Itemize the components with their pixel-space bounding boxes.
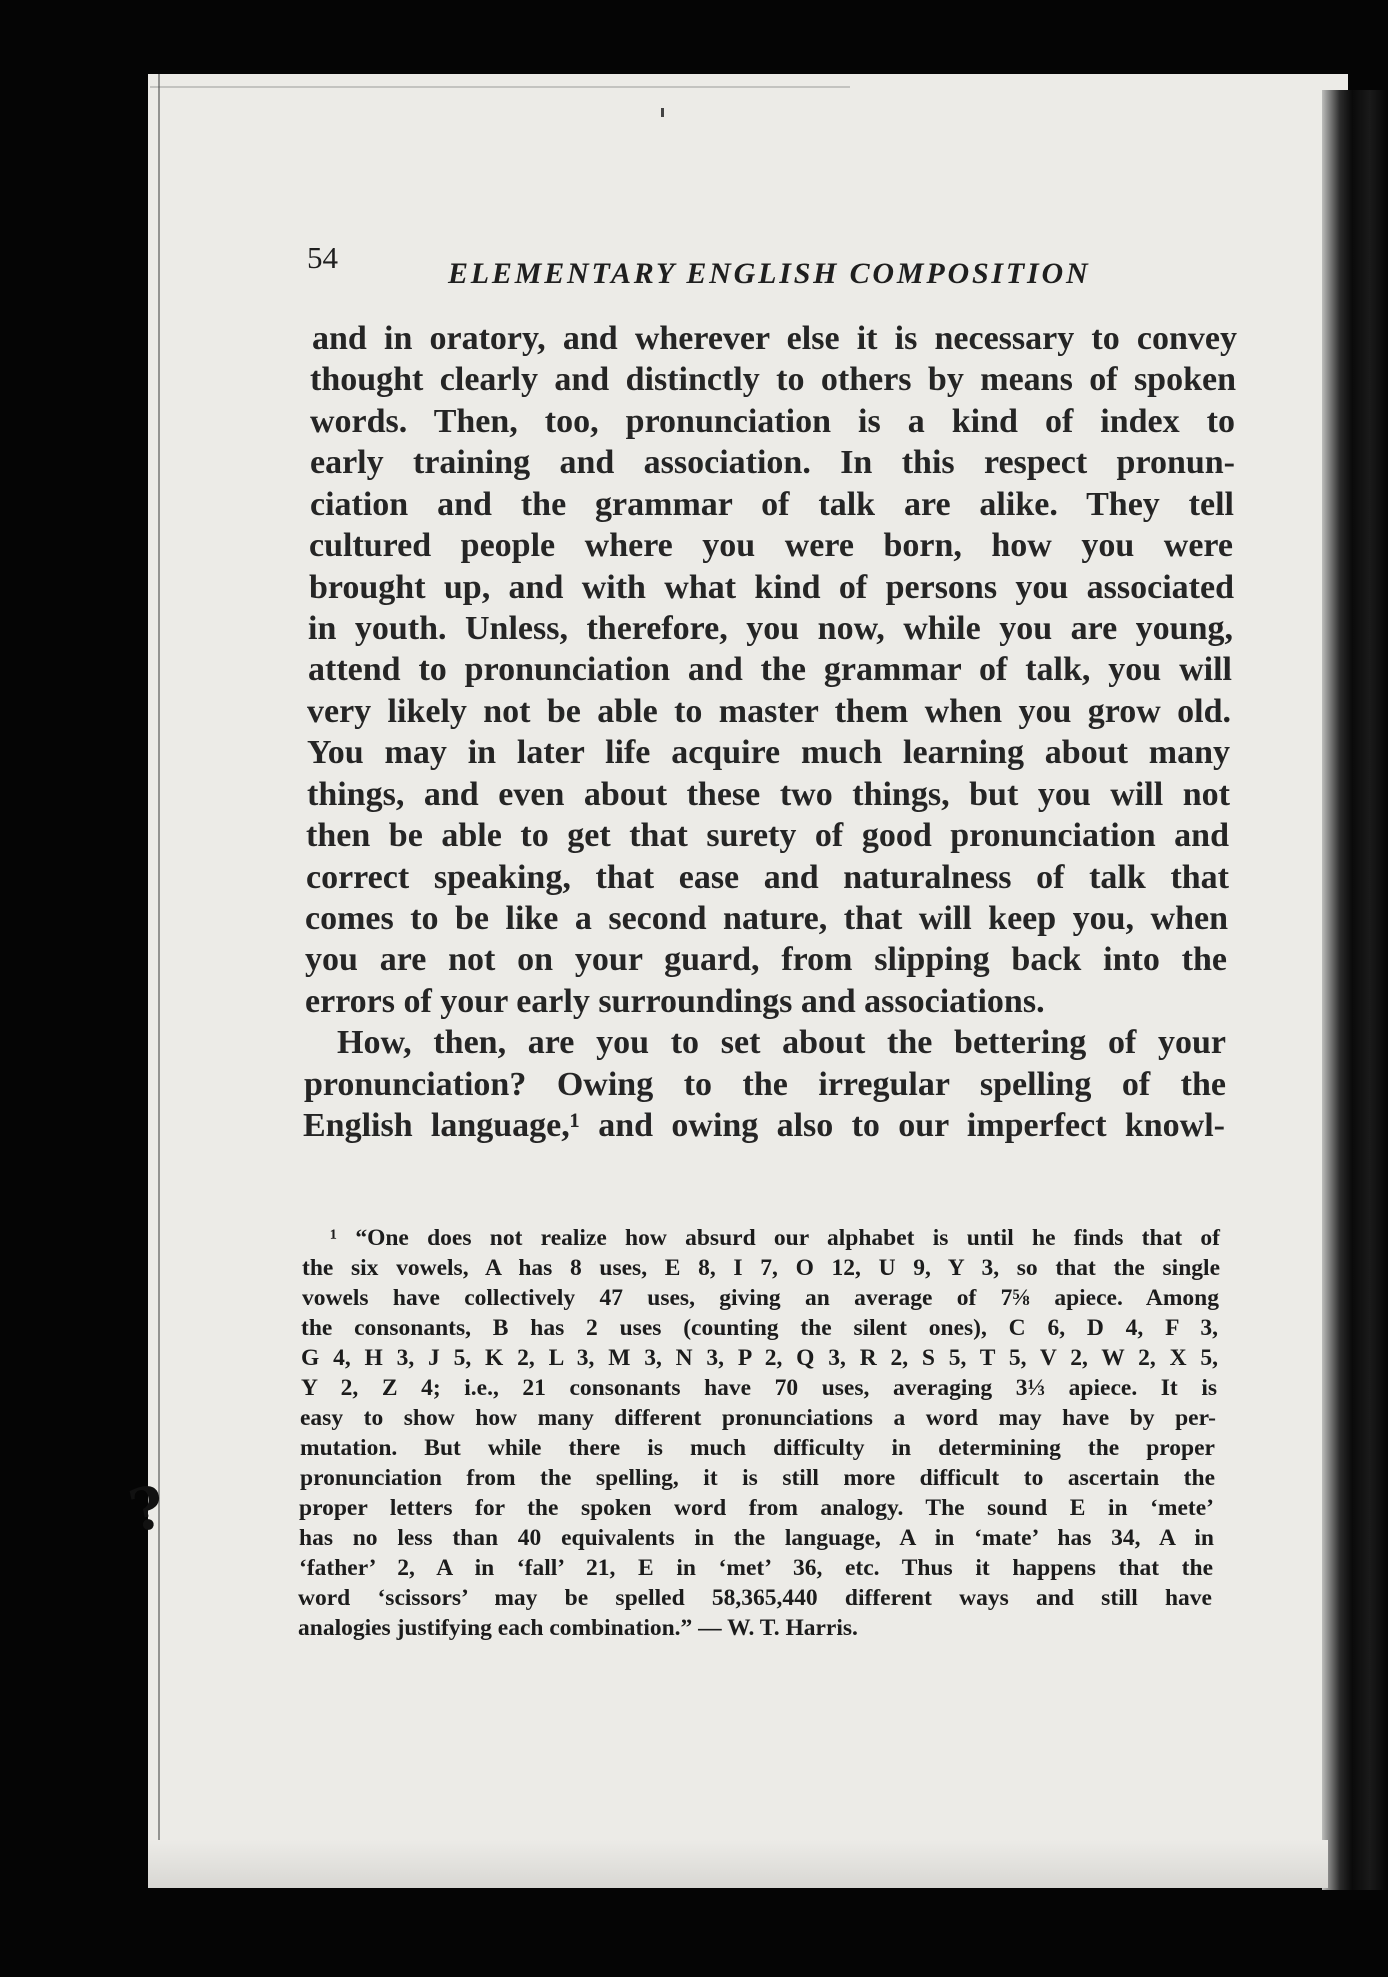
footnote-line: G 4, H 3, J 5, K 2, L 3, M 3, N 3, P 2, Q 3, R 2, S 5, T 5, V 2, W 2, X 5,: [301, 1345, 1218, 1371]
body-line: You may in later life acquire much learning about many: [307, 734, 1230, 771]
footnote-line: pronunciation from the spelling, it is still more difficult to ascertain the: [300, 1465, 1215, 1491]
body-line: early training and association. In this respect pronun-: [310, 444, 1235, 481]
body-line: errors of your early surroundings and associations.: [305, 983, 1045, 1020]
footnote-line: analogies justifying each combination.” — W. T. Harris.: [298, 1615, 858, 1641]
body-line: English language,¹ and owing also to our imperfect knowl-: [303, 1107, 1225, 1144]
body-line: attend to pronunciation and the grammar of talk, you will: [308, 651, 1232, 688]
footnote-line: Y 2, Z 4; i.e., 21 consonants have 70 uses, averaging 3⅓ apiece. It is: [301, 1375, 1217, 1401]
body-line: comes to be like a second nature, that will keep you, when: [305, 900, 1228, 937]
footnote-line: ‘father’ 2, A in ‘fall’ 21, E in ‘met’ 36, etc. Thus it happens that the: [299, 1555, 1213, 1581]
page-bottom-shadow: [148, 1840, 1328, 1888]
body-line: and in oratory, and wherever else it is necessary to convey: [312, 320, 1237, 357]
footnote-line: mutation. But while there is much difficulty in determining the proper: [300, 1435, 1215, 1461]
body-line: words. Then, too, pronunciation is a kind of index to: [310, 403, 1235, 440]
body-line: correct speaking, that ease and naturalness of talk that: [306, 859, 1229, 896]
handwritten-margin-mark: ?: [123, 1472, 171, 1546]
book-spine-shadow: [1322, 90, 1388, 1890]
footnote-line: ¹ “One does not realize how absurd our alphabet is until he finds that of: [330, 1225, 1220, 1251]
footnote-line: has no less than 40 equivalents in the language, A in ‘mate’ has 34, A in: [299, 1525, 1214, 1551]
footnote-line: proper letters for the spoken word from analogy. The sound E in ‘mete’: [299, 1495, 1214, 1521]
footnote-line: easy to show how many different pronunciations a word may have by per-: [300, 1405, 1216, 1431]
page-number: 54: [307, 240, 338, 275]
footnote-line: the consonants, B has 2 uses (counting the silent ones), C 6, D 4, F 3,: [301, 1315, 1218, 1341]
body-line: cultured people where you were born, how you were: [309, 527, 1233, 564]
footnote-line: the six vowels, A has 8 uses, E 8, I 7, O 12, U 9, Y 3, so that the single: [302, 1255, 1220, 1281]
footnote-line: word ‘scissors’ may be spelled 58,365,440 different ways and still have: [298, 1585, 1212, 1611]
body-line: How, then, are you to set about the bettering of your: [337, 1024, 1226, 1061]
page-header: [0, 0, 1388, 310]
body-line: then be able to get that surety of good pronunciation and: [306, 817, 1229, 854]
body-line: thought clearly and distinctly to others by means of spoken: [310, 361, 1236, 398]
running-head: ELEMENTARY ENGLISH COMPOSITION: [448, 257, 1091, 290]
body-line: things, and even about these two things, but you will not: [307, 776, 1230, 813]
body-line: ciation and the grammar of talk are alike. They tell: [310, 486, 1234, 523]
page-edge-left: [158, 74, 160, 1884]
body-line: pronunciation? Owing to the irregular spelling of the: [304, 1066, 1226, 1103]
body-line: very likely not be able to master them when you grow old.: [307, 693, 1231, 730]
body-line: you are not on your guard, from slipping back into the: [305, 941, 1227, 978]
body-line: brought up, and with what kind of persons you associated: [309, 569, 1234, 606]
body-line: in youth. Unless, therefore, you now, while you are young,: [308, 610, 1233, 647]
footnote-line: vowels have collectively 47 uses, giving an average of 7⅝ apiece. Among: [302, 1285, 1219, 1311]
